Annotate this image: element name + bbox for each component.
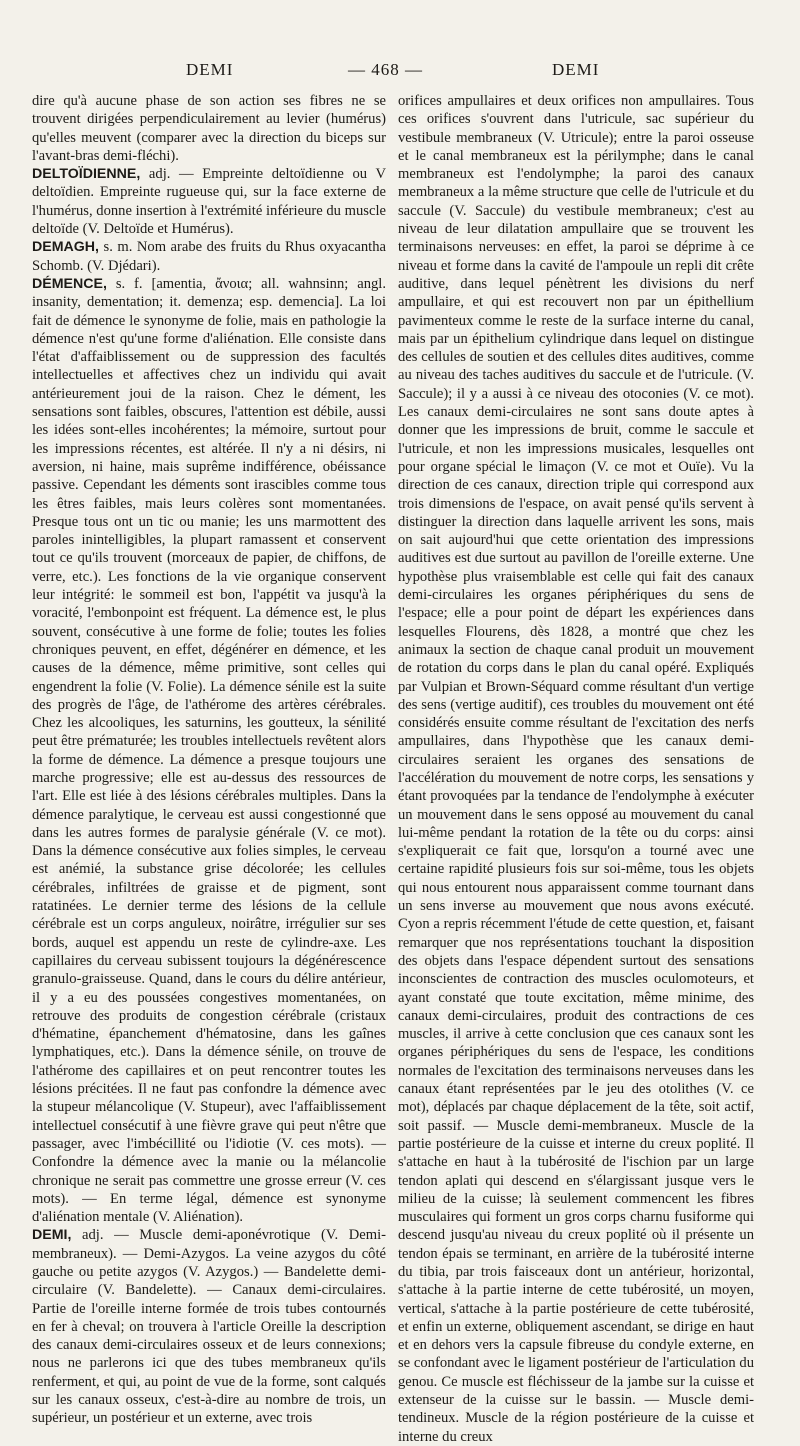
entry-body: s. m. Nom arabe des fruits du Rhus oxyacantha Schomb. (V. Djédari). [32,239,386,274]
running-header [0,60,800,90]
entry-body: adj. — Empreinte deltoïdienne ou V deltoïdien. Empreinte rugueuse qui, sur la face externe de l'humérus, donne insertion à l'extrémité inférieure du muscle deltoïde (V. Deltoïde et Humérus). [32,166,386,238]
entry-demi [32,1226,386,1427]
entry-demagh [32,238,386,275]
entry-body: s. f. [amentia, ἄνοια; all. wahnsinn; angl. insanity, dementation; it. demenza; esp. demencia]. La loi fait de démence le synonyme de folie, mais en pathologie la démence n'est qu'une forme d'aliénation. Elle consiste dans l'état d'affaiblissement ou de suppression des facultés intellectuelles et affectives chez un individu qui avait antérieurement joui de la raison. Chez le dément, les sensations sont faibles, obscures, l'attention est débile, aussi les idées sont-elles incohérentes; la mémoire, surtout pour les impressions récentes, est altérée. Il n'y a ni désirs, ni aversion, ni haine, mais suprême indifférence, obéissance passive. Cependant les déments sont irascibles comme tous les êtres faibles, mais leurs colères sont momentanées. Presque tous ont un tic ou manie; les uns marmottent des paroles inintelligibles, la plupart ramassent et conservent tout ce qu'ils trouvent (morceaux de papier, de chiffons, de verre, etc.). Les fonctions de la vie organique conservent leur intégrité: le sommeil est bon, l'appétit va jusqu'à la voracité, l'embonpoint est fréquent. La démence est, le plus souvent, consécutive à une forme de folie; toutes les folies chroniques peuvent, en effet, dégénérer en démence, et les causes de la démence, même primitive, sont celles qui engendrent la folie (V. Folie). La démence sénile est la suite des progrès de l'âge, de l'athérome des artères cérébrales. Chez les alcooliques, les saturnins, les goutteux, la sénilité peut être prématurée; les troubles intellectuels revêtent alors la forme de démence. La démence a presque toujours une marche progressive; elle est au-dessus des ressources de l'art. Elle est liée à des lésions cérébrales multiples. Dans la démence paralytique, le cerveau est aussi congestionné que dans les autres formes de paralysie générale (V. ce mot). Dans la démence consécutive aux folies simples, le cerveau est anémié, la substance grise décolorée; les cellules cérébrales, infiltrées de graisse et de pigment, sont ratatinées. Le dernier terme des lésions de la cellule cérébrale est un corps anguleux, noirâtre, irrégulier sur ses bords, auquel est appendu un reste de cylindre-axe. Les capillaires du cerveau subissent toujours la dégénérescence granulo-graisseuse. Quand, dans le cours du délire antérieur, il y a eu des poussées congestives momentanées, on retrouve des produits de congestion cérébrale (cristaux d'hématine, épanchement d'hématosine, dans les gaînes lymphatiques, etc.). Dans la démence sénile, on trouve de l'athérome des capillaires et on peut rencontrer toutes les lésions précitées. Il ne faut pas confondre la démence avec la stupeur mélancolique (V. Stupeur), avec l'affaiblissement intellectuel consécutif à une fièvre grave qui peut n'être que passager, avec l'imbécillité ou l'idiotie (V. ces mots). — Confondre la démence avec la manie ou la mélancolie chronique ne serait pas commettre une grosse erreur (V. ces mots). — En terme légal, démence est synonyme d'aliénation mentale (V. Aliénation). [32,275,386,1226]
right-column [398,92,754,1446]
header-right-word: DEMI [552,60,600,79]
headword: DELTOÏDIENNE, [32,166,141,183]
continued-paragraph: dire qu'à aucune phase de son action ses fibres ne se trouvent dirigées perpendiculairement au levier (humérus) qu'elles meuvent (comparer avec la direction du biceps sur l'avant-bras demi-fléchi). [32,93,386,164]
entry-demence [32,275,386,1226]
entry-deltoidienne [32,165,386,238]
header-left-word: DEMI [186,60,234,79]
page-number: — 468 — [348,60,423,79]
headword: DEMI, [32,1227,72,1244]
headword: DEMAGH, [32,239,99,256]
left-column [32,92,386,1428]
continued-paragraph: orifices ampullaires et deux orifices non ampullaires. Tous ces orifices s'ouvrent dans l'utricule, sac supérieur du vestibule membraneux (V. Utricule); entre la paroi osseuse et le canal membraneux est la périlymphe; dans le canal membraneux est l'endolymphe; la paroi des canaux membraneux a la même structure que celle de l'utricule et du saccule (V. Saccule) du vestibule membraneux; c'est au niveau de leur dilatation ampullaire que se trouvent les terminaisons nerveuses: en effet, la paroi se déprime à ce niveau et forme dans la cavité de l'ampoule un repli dit crête auditive, dans lequel pénètrent les divisions du nerf ampullaire, et qui est recouvert non par un épithellium pavimenteux comme le reste de la surface interne du canal, mais par un épithelium cylindrique dans lequel on distingue des cellules de soutien et des cellules dites auditives, comme au niveau des taches auditives du saccule et de l'utricule. (V. Saccule); il y a aussi à ce niveau des otoconies (V. ce mot). Les canaux demi-circulaires ne sont sans doute aptes à donner que les impressions de bruit, comme le saccule et l'utricule, et non les impressions musicales, lesquelles ont pour organe spécial le limaçon (V. ce mot et Ouïe). Vu la direction de ces canaux, direction triple qui correspond aux trois dimensions de l'espace, on avait pensé qu'ils servent à distinguer la direction dans laquelle arrivent les sons, mais on sait aujourd'hui que cette orientation des impressions auditives est due surtout au pavillon de l'oreille externe. Une hypothèse plus vraisemblable est celle qui fait des canaux demi-circulaires les organes périphériques du sens de l'espace; elle a pour point de départ les expériences dans lesquelles Flourens, dès 1828, a montré que chez les animaux la section de chaque canal produit un mouvement de rotation du corps dans le plan du canal opéré. Expliqués par Vulpian et Brown-Séquard comme résultant d'un vertige des sens (vertige auditif), ces troubles du mouvement ont été considérés ensuite comme résultant de l'excitation des nerfs ampullaires, dans l'hypothèse que les canaux demi-circulaires seraient les organes des sensations de l'accélération du mouvement de notre corps, les sensations y étant provoquées par la tendance de l'endolymphe à exécuter un mouvement dans le sens opposé au mouvement du canal lui-même pendant la rotation de la tête ou du corps: ainsi s'expliquerait ce fait que, lorsqu'on a tourné avec une certaine rapidité plusieurs fois sur soi-même, tous les objets qui nous entourent nous apparaissent comme tournant dans un sens inverse au mouvement que nous avons exécuté. Cyon a repris récemment l'étude de cette question, et, faisant remarquer que nos représentations touchant la disposition des objets dans l'espace dépendent surtout des sensations inconscientes de contraction des muscles oculomoteurs, et ayant constaté que toute excitation, même minime, des canaux demi-circulaires, produit des contractions de ces muscles, il arrive à cette conclusion que ces canaux sont les organes périphériques du sens de l'espace, les conditions normales de l'excitation des terminaisons nerveuses dans les canaux étant représentées par le jeu des otolithes (V. ce mot), déplacés par chaque déplacement de la tête, soit actif, soit passif. — Muscle demi-membraneux. Muscle de la partie postérieure de la cuisse et interne du creux poplité. Il s'attache en haut à la tubérosité de l'ischion par un large tendon aplati qui descend en s'élargissant jusque vers le milieu de la cuisse; là seulement commencent les fibres musculaires qui forment un gros corps charnu fusiforme qui descend jusqu'au niveau du creux poplité où il présente un tendon épais se terminant, en arrière de la tubérosité interne du tibia, par trois faisceaux dont un antérieur, horizontal, s'attache à la partie interne de cette tubérosité, un moyen, vertical, s'attache à la partie postérieure de cette tubérosité, et enfin un externe, obliquement ascendant, se dirige en haut et en dehors vers la capsule fibreuse du condyle externe, en se confondant avec le ligament postérieur de l'articulation du genou. Ce muscle est fléchisseur de la jambe sur la cuisse et extenseur de la cuisse sur le bassin. — Muscle demi-tendineux. Muscle de la région postérieure de la cuisse et interne du creux [398,93,754,1445]
headword: DÉMENCE, [32,275,107,292]
entry-body: adj. — Muscle demi-aponévrotique (V. Demi-membraneux). — Demi-Azygos. La veine azygos du côté gauche ou petite azygos (V. Azygos.) — Bandelette demi-circulaire (V. Bandelette). — Canaux demi-circulaires. Partie de l'oreille interne formée de trois tubes contournés en fer à cheval; on trouvera à l'article Oreille la description des canaux demi-circulaires osseux et de leurs connexions; nous ne parlerons ici que des tubes membraneux qu'ils renferment, et qui, au point de vue de la forme, sont calqués sur les canaux osseux, c'est-à-dire au nombre de trois, un supérieur, un postérieur et un externe, avec trois [32,1227,386,1427]
